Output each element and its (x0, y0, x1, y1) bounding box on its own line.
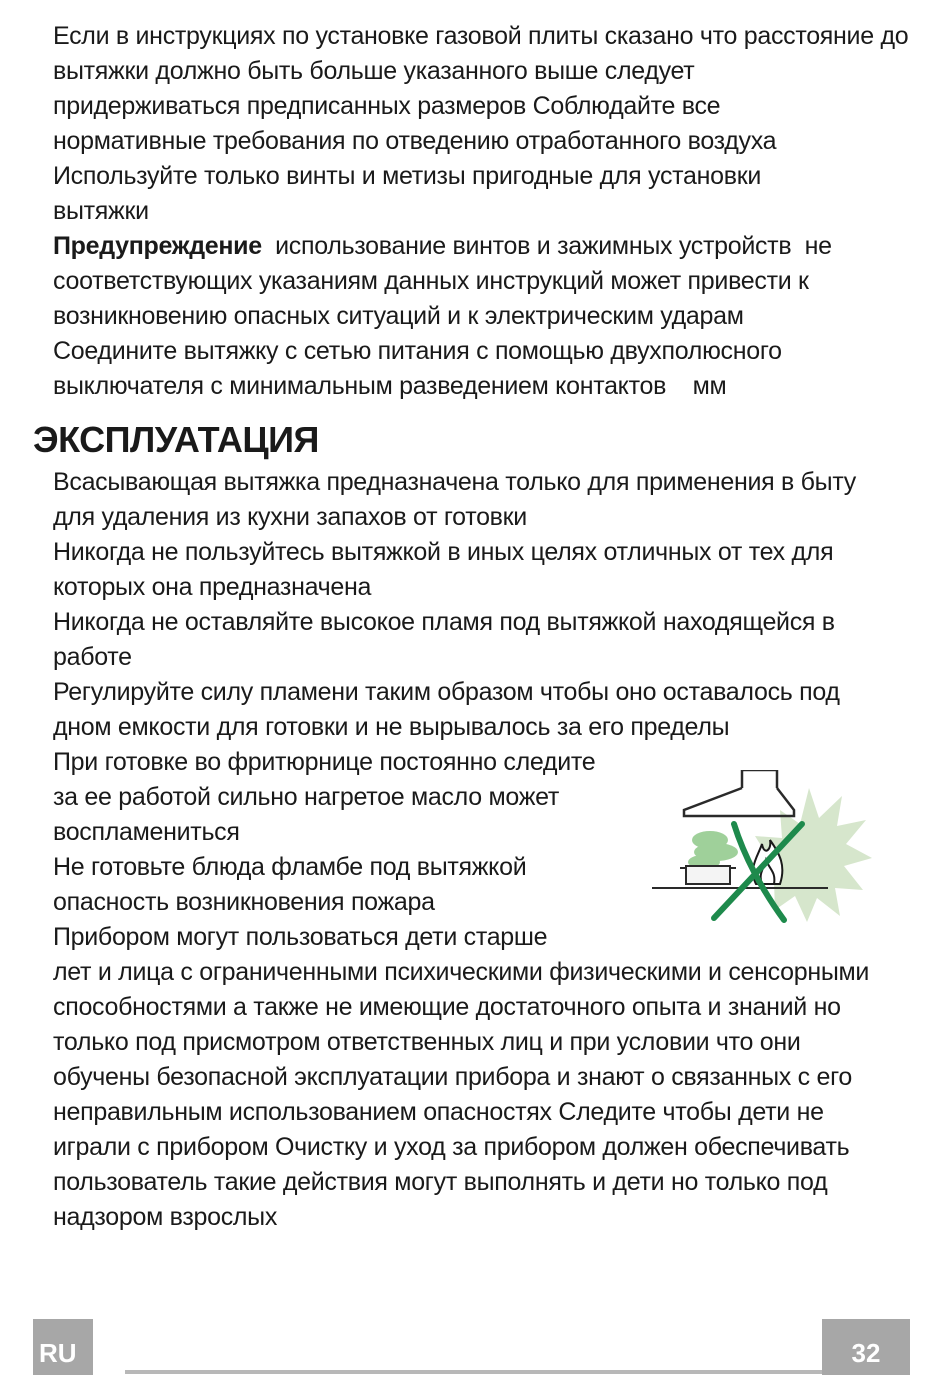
text-line: возникновению опасных ситуаций и к электрическим ударам (53, 302, 744, 330)
text-line: дном емкости для готовки и не вырывалось за его пределы (53, 713, 730, 741)
text-line: для удаления из кухни запахов от готовки (53, 503, 527, 531)
text-line: При готовке во фритюрнице постоянно следите (53, 748, 596, 776)
text-line: нормативные требования по отведению отработанного воздуха (53, 127, 777, 155)
text-line: выключателя с минимальным разведением контактов мм (53, 372, 727, 400)
text-line: лет и лица с ограниченными психическими физическими и сенсорными (53, 958, 870, 986)
text-line: вытяжки должно быть больше указанного выше следует (53, 57, 695, 85)
text-line: воспламениться (53, 818, 240, 846)
footer (33, 1319, 910, 1375)
warning-label: Предупреждение (53, 232, 262, 260)
text-line: придерживаться предписанных размеров Соблюдайте все (53, 92, 721, 120)
text-line: Всасывающая вытяжка предназначена только для применения в быту (53, 468, 856, 496)
text-line: Регулируйте силу пламени таким образом чтобы оно оставалось под (53, 678, 840, 706)
text-line: Не готовьте блюда фламбе под вытяжкой (53, 853, 527, 881)
text-line: Никогда не пользуйтесь вытяжкой в иных целях отличных от тех для (53, 538, 834, 566)
text-line: за ее работой сильно нагретое масло может (53, 783, 560, 811)
text-line: неправильным использованием опасностях Следите чтобы дети не (53, 1098, 824, 1126)
text-line: пользователь такие действия могут выполнять и дети но только под (53, 1168, 828, 1196)
paragraph-screws (53, 159, 761, 229)
paragraph-household-use (53, 465, 856, 535)
text-line: надзором взрослых (53, 1203, 278, 1231)
text-line: вытяжки (53, 197, 149, 225)
paragraph-fryer (53, 745, 595, 850)
text-line: Используйте только винты и метизы пригодные для установки (53, 162, 762, 190)
range-hood-icon (684, 770, 794, 816)
paragraph-warning (53, 229, 832, 334)
text-line: опасность возникновения пожара (53, 888, 435, 916)
paragraph-gas-distance (53, 19, 908, 159)
text-line: обучены безопасной эксплуатации прибора и знают о связанных с его (53, 1063, 852, 1091)
cooking-pot-icon (680, 866, 736, 884)
footer-divider (125, 1370, 822, 1374)
paragraph-children (53, 920, 869, 1235)
paragraph-connect (53, 334, 782, 404)
text-line: работе (53, 643, 132, 671)
paragraph-other-purposes (53, 535, 833, 605)
text-line: Никогда не оставляйте высокое пламя под вытяжкой находящейся в (53, 608, 835, 636)
text-line: Соедините вытяжку с сетью питания с помощью двухполюсного (53, 337, 782, 365)
paragraph-high-flame (53, 605, 835, 675)
paragraph-flambe (53, 850, 526, 920)
text-line: только под присмотром ответственных лиц и при условии что они (53, 1028, 801, 1056)
warning-text: использование винтов и зажимных устройств не (261, 232, 832, 260)
page-number: 32 (822, 1319, 910, 1375)
text-line: способностями а также не имеющие достаточного опыта и знаний но (53, 993, 841, 1021)
section-title: ЭКСПЛУАТАЦИЯ (33, 419, 319, 460)
text-line: которых она предназначена (53, 573, 372, 601)
no-flambe-under-hood-icon (652, 770, 872, 930)
paragraph-flame-regulation (53, 675, 840, 745)
text-line: соответствующих указаниям данных инструкций может привести к (53, 267, 809, 295)
language-badge: RU (33, 1319, 93, 1375)
text-line: играли с прибором Очистку и уход за прибором должен обеспечивать (53, 1133, 850, 1161)
steam-icon (688, 831, 738, 869)
text-line: Прибором могут пользоваться дети старше (53, 923, 548, 951)
text-line: Если в инструкциях по установке газовой плиты сказано что расстояние до (53, 22, 909, 50)
text-line (53, 229, 832, 264)
